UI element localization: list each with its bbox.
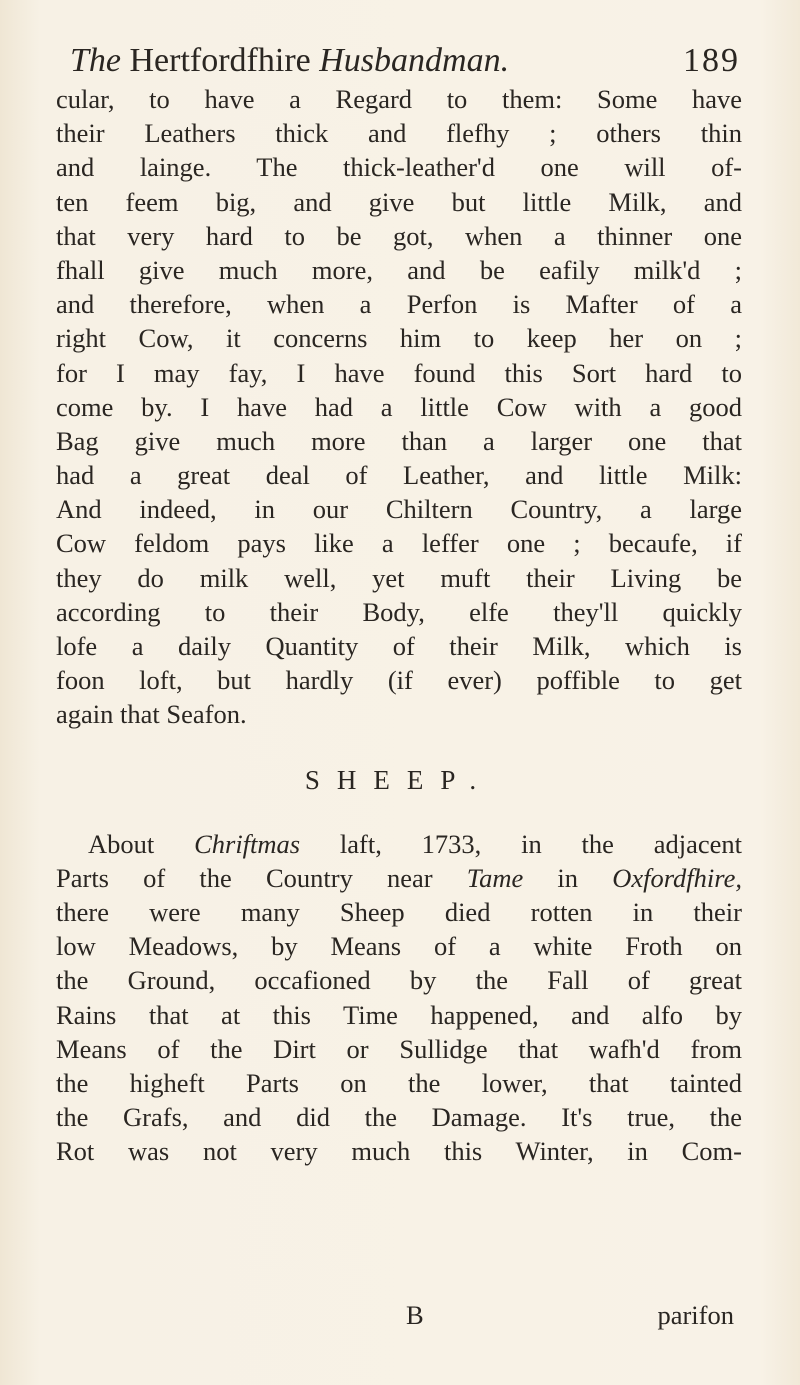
- italic-run: Oxfordfhire,: [612, 862, 742, 893]
- running-header: [70, 36, 740, 86]
- text-run: Parts of the Country near: [56, 862, 467, 893]
- text-run: in: [523, 862, 613, 893]
- text-body: [56, 82, 742, 1168]
- text-line: and lainge. The thick-leather'd one will of-: [56, 152, 742, 183]
- paragraph-2: [56, 827, 742, 1169]
- text-line: Rains that at this Time happened, and alfo by: [56, 999, 742, 1030]
- paragraph-1: [56, 82, 742, 732]
- text-line: Rot was not very much this Winter, in Com-: [56, 1136, 742, 1167]
- text-line: Bag give much more than a larger one that: [56, 425, 742, 456]
- text-line: Cow feldom pays like a leffer one ; becaufe, if: [56, 528, 742, 559]
- text-line: according to their Body, elfe they'll quickly: [56, 596, 742, 627]
- header-title-italic-2: Husbandman.: [319, 42, 510, 79]
- page-number: 189: [683, 42, 740, 79]
- text-line: for I may fay, I have found this Sort hard to: [56, 357, 742, 388]
- text-line: Means of the Dirt or Sullidge that wafh'd from: [56, 1033, 742, 1064]
- text-run: laft, 1733, in the adjacent: [300, 828, 743, 859]
- signature-mark: B: [406, 1300, 424, 1330]
- text-line: the Ground, occafioned by the Fall of great: [56, 965, 742, 996]
- text-line: low Meadows, by Means of a white Froth on: [56, 931, 742, 962]
- text-line: they do milk well, yet muft their Living be: [56, 562, 742, 593]
- text-line: fhall give much more, and be eafily milk'd ;: [56, 254, 742, 285]
- text-line: and therefore, when a Perfon is Mafter of a: [56, 289, 742, 320]
- text-line: foon loft, but hardly (if ever) poffible to get: [56, 665, 742, 696]
- text-line: that very hard to be got, when a thinner one: [56, 220, 742, 251]
- text-line: cular, to have a Regard to them: Some have: [56, 84, 742, 114]
- catchword: parifon: [657, 1300, 734, 1330]
- text-run: About: [88, 828, 195, 859]
- text-line: come by. I have had a little Cow with a good: [56, 391, 742, 422]
- text-line: the higheft Parts on the lower, that tainted: [56, 1067, 742, 1098]
- text-line: there were many Sheep died rotten in their: [56, 896, 742, 927]
- text-line: again that Seafon.: [56, 699, 247, 730]
- italic-run: Tame: [466, 862, 524, 893]
- italic-run: Chriftmas: [194, 828, 301, 859]
- text-line: [56, 827, 742, 861]
- text-line: the Grafs, and did the Damage. It's true, the: [56, 1102, 742, 1133]
- text-line: ten feem big, and give but little Milk, and: [56, 186, 742, 217]
- section-heading: SHEEP.: [304, 764, 494, 795]
- page-footer: [56, 1298, 742, 1332]
- text-line: [56, 861, 742, 895]
- text-line: lofe a daily Quantity of their Milk, which is: [56, 631, 742, 661]
- text-line: right Cow, it concerns him to keep her on ;: [56, 323, 742, 354]
- header-title-italic-1: The: [70, 42, 121, 79]
- text-line: And indeed, in our Chiltern Country, a large: [56, 494, 742, 525]
- text-line: had a great deal of Leather, and little Milk:: [56, 460, 742, 491]
- header-title-roman: Hertfordfhire: [129, 42, 311, 79]
- text-line: their Leathers thick and flefhy ; others thin: [56, 118, 742, 149]
